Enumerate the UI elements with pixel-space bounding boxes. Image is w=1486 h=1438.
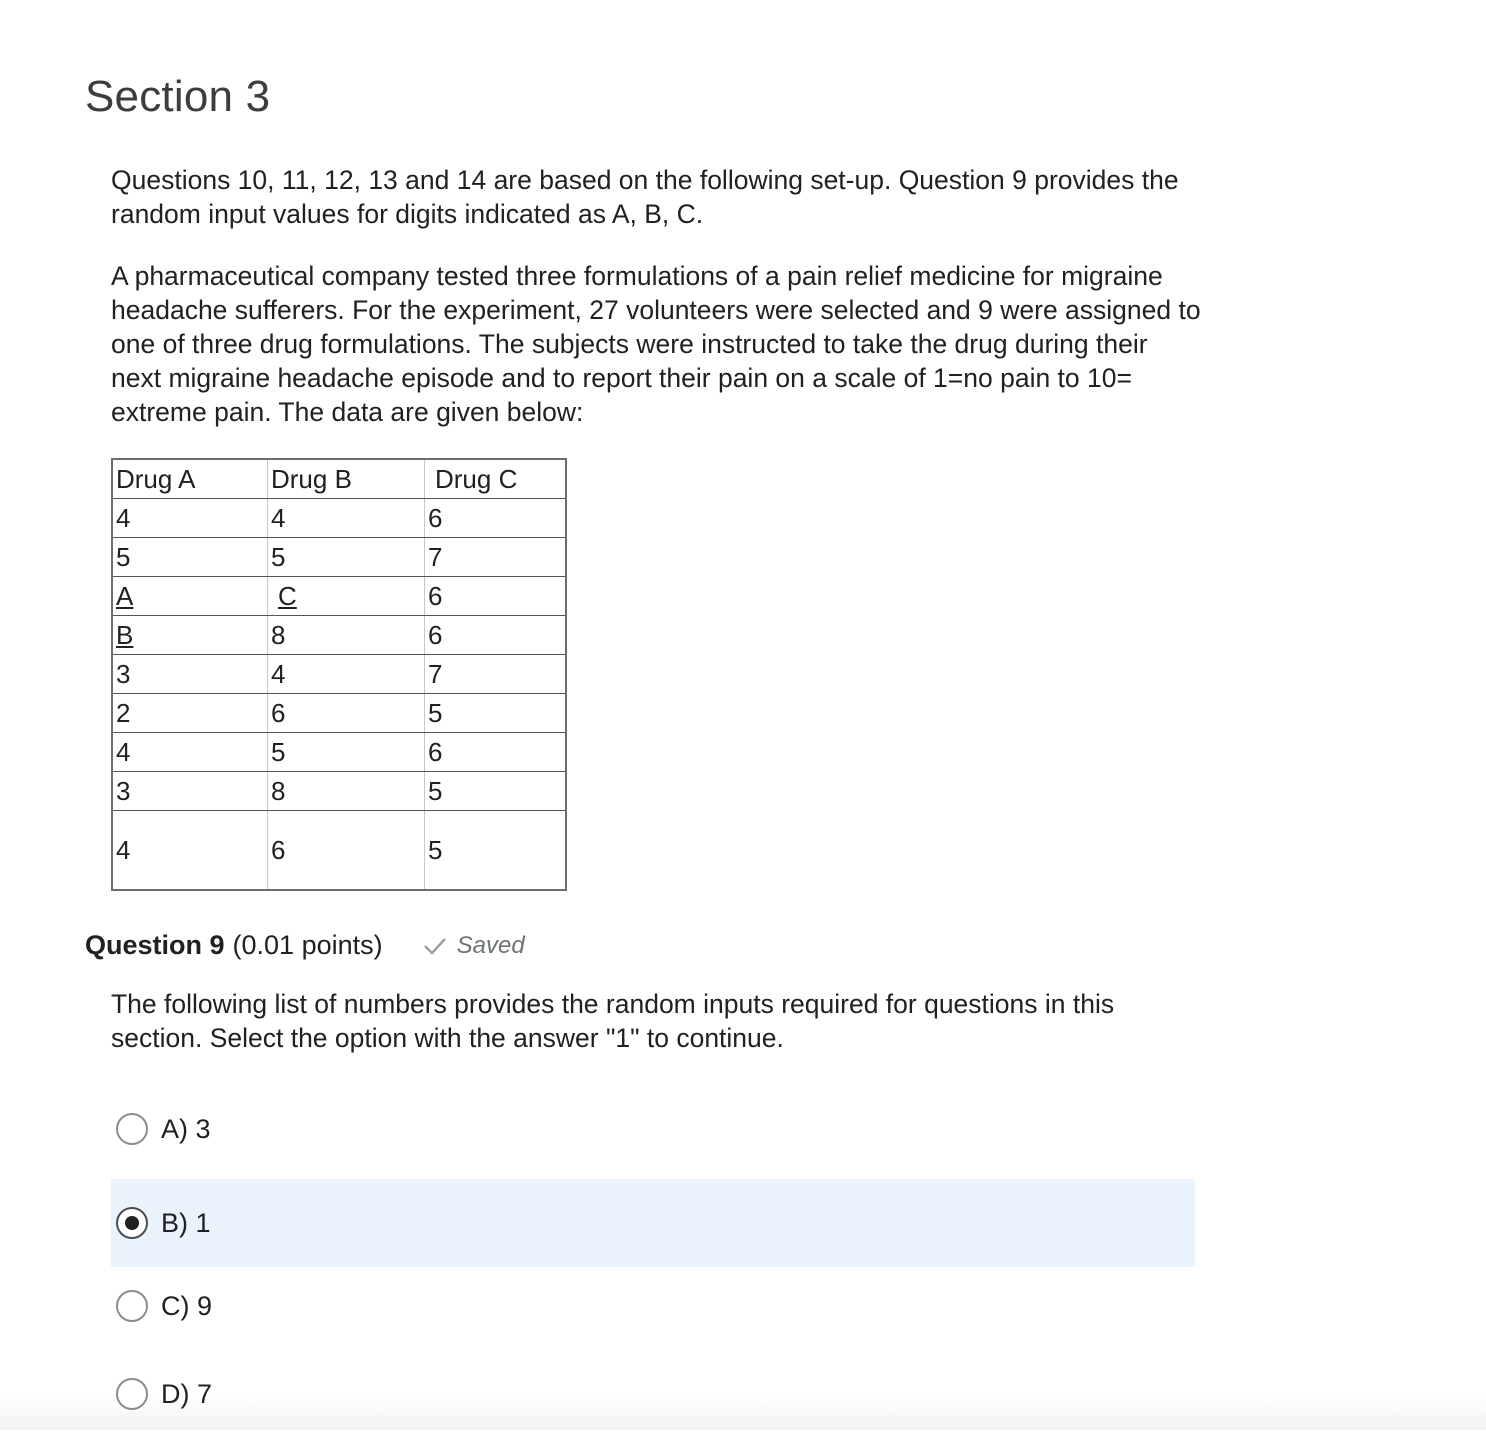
table-row [112,499,566,538]
cell-drug-b: 5 [268,733,425,772]
radio-button-selected[interactable] [116,1207,148,1239]
cell-drug-c: 6 [425,577,567,616]
question-text: The following list of numbers provides the random inputs required for questions in this section. Select the option with the answer "1" to continue. [111,989,1115,1053]
option-label: A) 3 [161,1113,211,1144]
intro-paragraph: Questions 10, 11, 12, 13 and 14 are based on the following set-up. Question 9 provides the random input values for digits indicated as A, B, C. [111,165,1179,229]
cell-drug-a: 3 [112,655,268,694]
radio-button[interactable] [116,1378,148,1410]
option-b[interactable] [111,1179,1195,1267]
cell-drug-b: 8 [268,772,425,811]
checkmark-icon [423,936,447,956]
cell-drug-b: 6 [268,694,425,733]
header-drug-c: Drug C [425,459,567,499]
table-row [112,694,566,733]
placeholder-b: B [116,620,134,650]
cell-drug-c: 5 [425,811,567,891]
cell-drug-b: 8 [268,616,425,655]
cell-drug-c: 6 [425,733,567,772]
cell-drug-a: 4 [112,811,268,891]
question-number: Question 9 [85,930,225,960]
option-d[interactable] [111,1350,1195,1438]
cell-drug-c: 7 [425,655,567,694]
table-header-row [112,459,566,499]
cell-drug-a: 5 [112,538,268,577]
table-row [112,733,566,772]
table-row [112,538,566,577]
placeholder-c: C [278,581,297,611]
cell-drug-c: 5 [425,772,567,811]
header-drug-b: Drug B [268,459,425,499]
option-c[interactable] [111,1262,1195,1350]
table-row [112,655,566,694]
cell-drug-b [268,577,425,616]
setup-paragraph: A pharmaceutical company tested three formulations of a pain relief medicine for migraine headache sufferers. For the experiment, 27 volunteers were selected and 9 were assigned to one of three drug formulations. The subjects were instructed to take the drug during their next migraine headache episode and to report their pain on a scale of 1=no pain to 10= extreme pain. The data are given below: [111,261,1201,427]
saved-status [423,932,525,960]
option-label: D) 7 [161,1378,213,1409]
cell-drug-b: 6 [268,811,425,891]
cell-drug-b: 5 [268,538,425,577]
cell-drug-b: 4 [268,499,425,538]
placeholder-a: A [116,581,134,611]
cell-drug-c: 6 [425,499,567,538]
table-row [112,811,566,891]
table-row [112,616,566,655]
cell-drug-a: 4 [112,499,268,538]
radio-button[interactable] [116,1113,148,1145]
option-a[interactable] [111,1085,1195,1173]
header-drug-a: Drug A [112,459,268,499]
cell-drug-a: 2 [112,694,268,733]
section-title: Section 3 [85,72,271,121]
drug-data-table [111,458,567,891]
cell-drug-a [112,577,268,616]
cell-drug-c: 7 [425,538,567,577]
cell-drug-c: 5 [425,694,567,733]
option-label: C) 9 [161,1290,213,1321]
option-label: B) 1 [161,1207,211,1238]
radio-button[interactable] [116,1290,148,1322]
table-row [112,772,566,811]
table-row [112,577,566,616]
question-header [85,930,525,961]
cell-drug-a [112,616,268,655]
saved-label: Saved [456,931,525,959]
question-points: (0.01 points) [232,930,383,960]
cell-drug-c: 6 [425,616,567,655]
cell-drug-a: 3 [112,772,268,811]
cell-drug-b: 4 [268,655,425,694]
cell-drug-a: 4 [112,733,268,772]
